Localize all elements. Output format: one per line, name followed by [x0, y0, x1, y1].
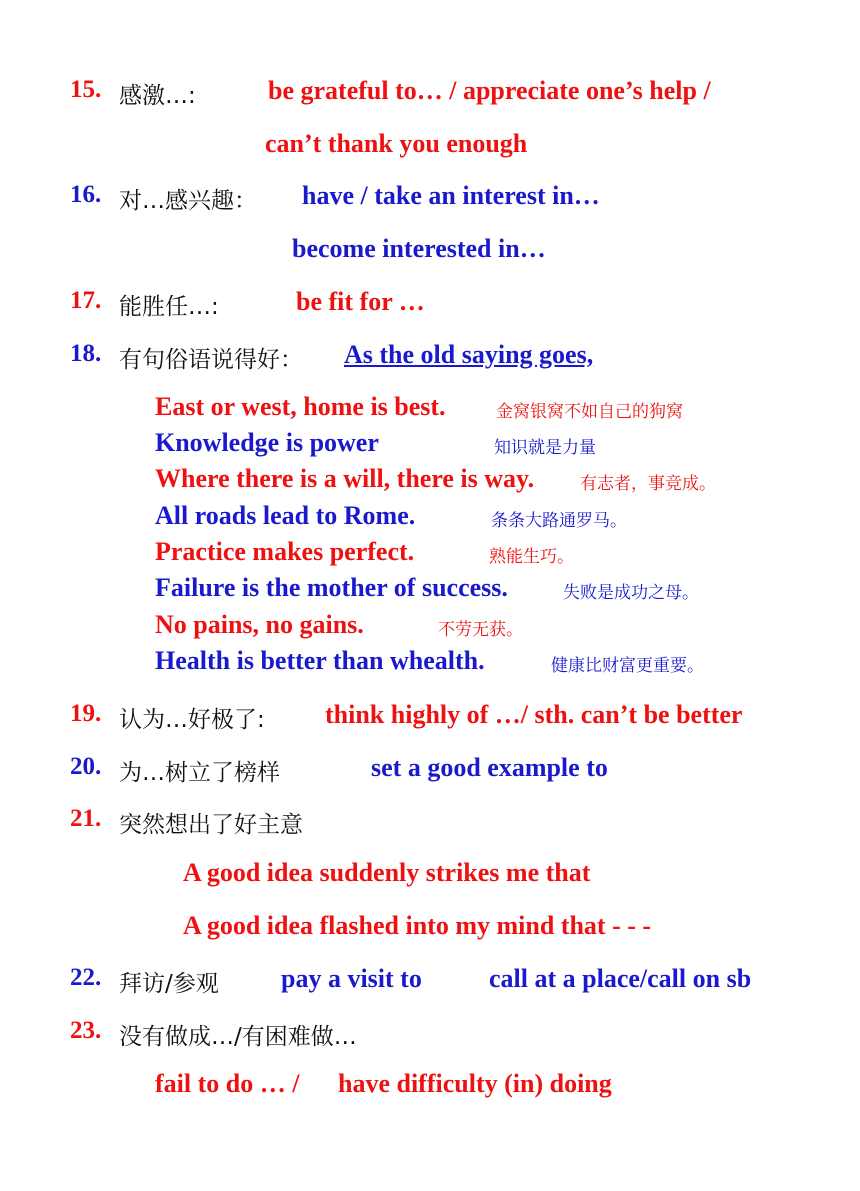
proverb-chinese: 失败是成功之母。 — [563, 583, 699, 603]
proverb-chinese: 知识就是力量 — [494, 438, 596, 458]
item-chinese: 感激…: — [119, 83, 196, 109]
item-number: 23. — [70, 1017, 102, 1044]
proverb-english: No pains, no gains. — [155, 610, 364, 639]
item-chinese: 拜访/参观 — [119, 971, 219, 997]
item-english-continued: become interested in… — [292, 234, 546, 263]
item-english: think highly of …/ sth. can’t be better — [325, 700, 743, 729]
proverb-chinese: 条条大路通罗马。 — [491, 511, 627, 531]
item-chinese: 认为…好极了: — [119, 707, 265, 733]
item-english: be fit for … — [296, 287, 425, 316]
proverb-chinese: 熟能生巧。 — [489, 547, 574, 567]
item-chinese: 没有做成…/有困难做… — [119, 1024, 357, 1050]
item-number: 20. — [70, 753, 102, 780]
item-english: be grateful to… / appreciate one’s help / — [268, 76, 711, 105]
item-english-alternative: call at a place/call on sb — [489, 964, 752, 993]
item-number: 18. — [70, 340, 102, 367]
proverb-chinese: 金窝银窝不如自己的狗窝 — [496, 402, 683, 422]
item-english: fail to do … / — [155, 1069, 300, 1098]
item-english: A good idea suddenly strikes me that — [183, 858, 591, 887]
item-english-alternative: have difficulty (in) doing — [338, 1069, 612, 1098]
item-number: 17. — [70, 287, 102, 314]
proverb-chinese: 不劳无获。 — [438, 620, 523, 640]
proverb-english: All roads lead to Rome. — [155, 501, 416, 530]
proverb-english: East or west, home is best. — [155, 392, 446, 421]
item-english: set a good example to — [371, 753, 608, 782]
item-chinese: 为…树立了榜样 — [119, 760, 280, 786]
item-english: have / take an interest in… — [302, 181, 600, 210]
item-english: pay a visit to — [281, 964, 422, 993]
item-number: 16. — [70, 181, 102, 208]
item-english-continued: A good idea flashed into my mind that - - - — [183, 911, 652, 940]
item-english-continued: can’t thank you enough — [265, 129, 528, 158]
item-chinese: 突然想出了好主意 — [119, 812, 303, 838]
item-number: 19. — [70, 700, 102, 727]
proverb-english: Practice makes perfect. — [155, 537, 415, 566]
proverb-english: Health is better than whealth. — [155, 646, 485, 675]
item-chinese: 能胜任…: — [119, 294, 219, 320]
item-number: 15. — [70, 76, 102, 103]
proverb-chinese: 健康比财富更重要。 — [551, 656, 704, 676]
proverb-chinese: 有志者，事竞成。 — [580, 474, 716, 494]
proverb-english: Where there is a will, there is way. — [155, 464, 535, 493]
item-number: 21. — [70, 805, 102, 832]
proverb-english: Failure is the mother of success. — [155, 573, 508, 602]
item-chinese: 对…感兴趣： — [119, 188, 257, 214]
item-number: 22. — [70, 964, 102, 991]
proverb-english: Knowledge is power — [155, 428, 379, 457]
item-chinese: 有句俗语说得好： — [119, 347, 303, 373]
item-english: As the old saying goes, — [344, 340, 594, 369]
